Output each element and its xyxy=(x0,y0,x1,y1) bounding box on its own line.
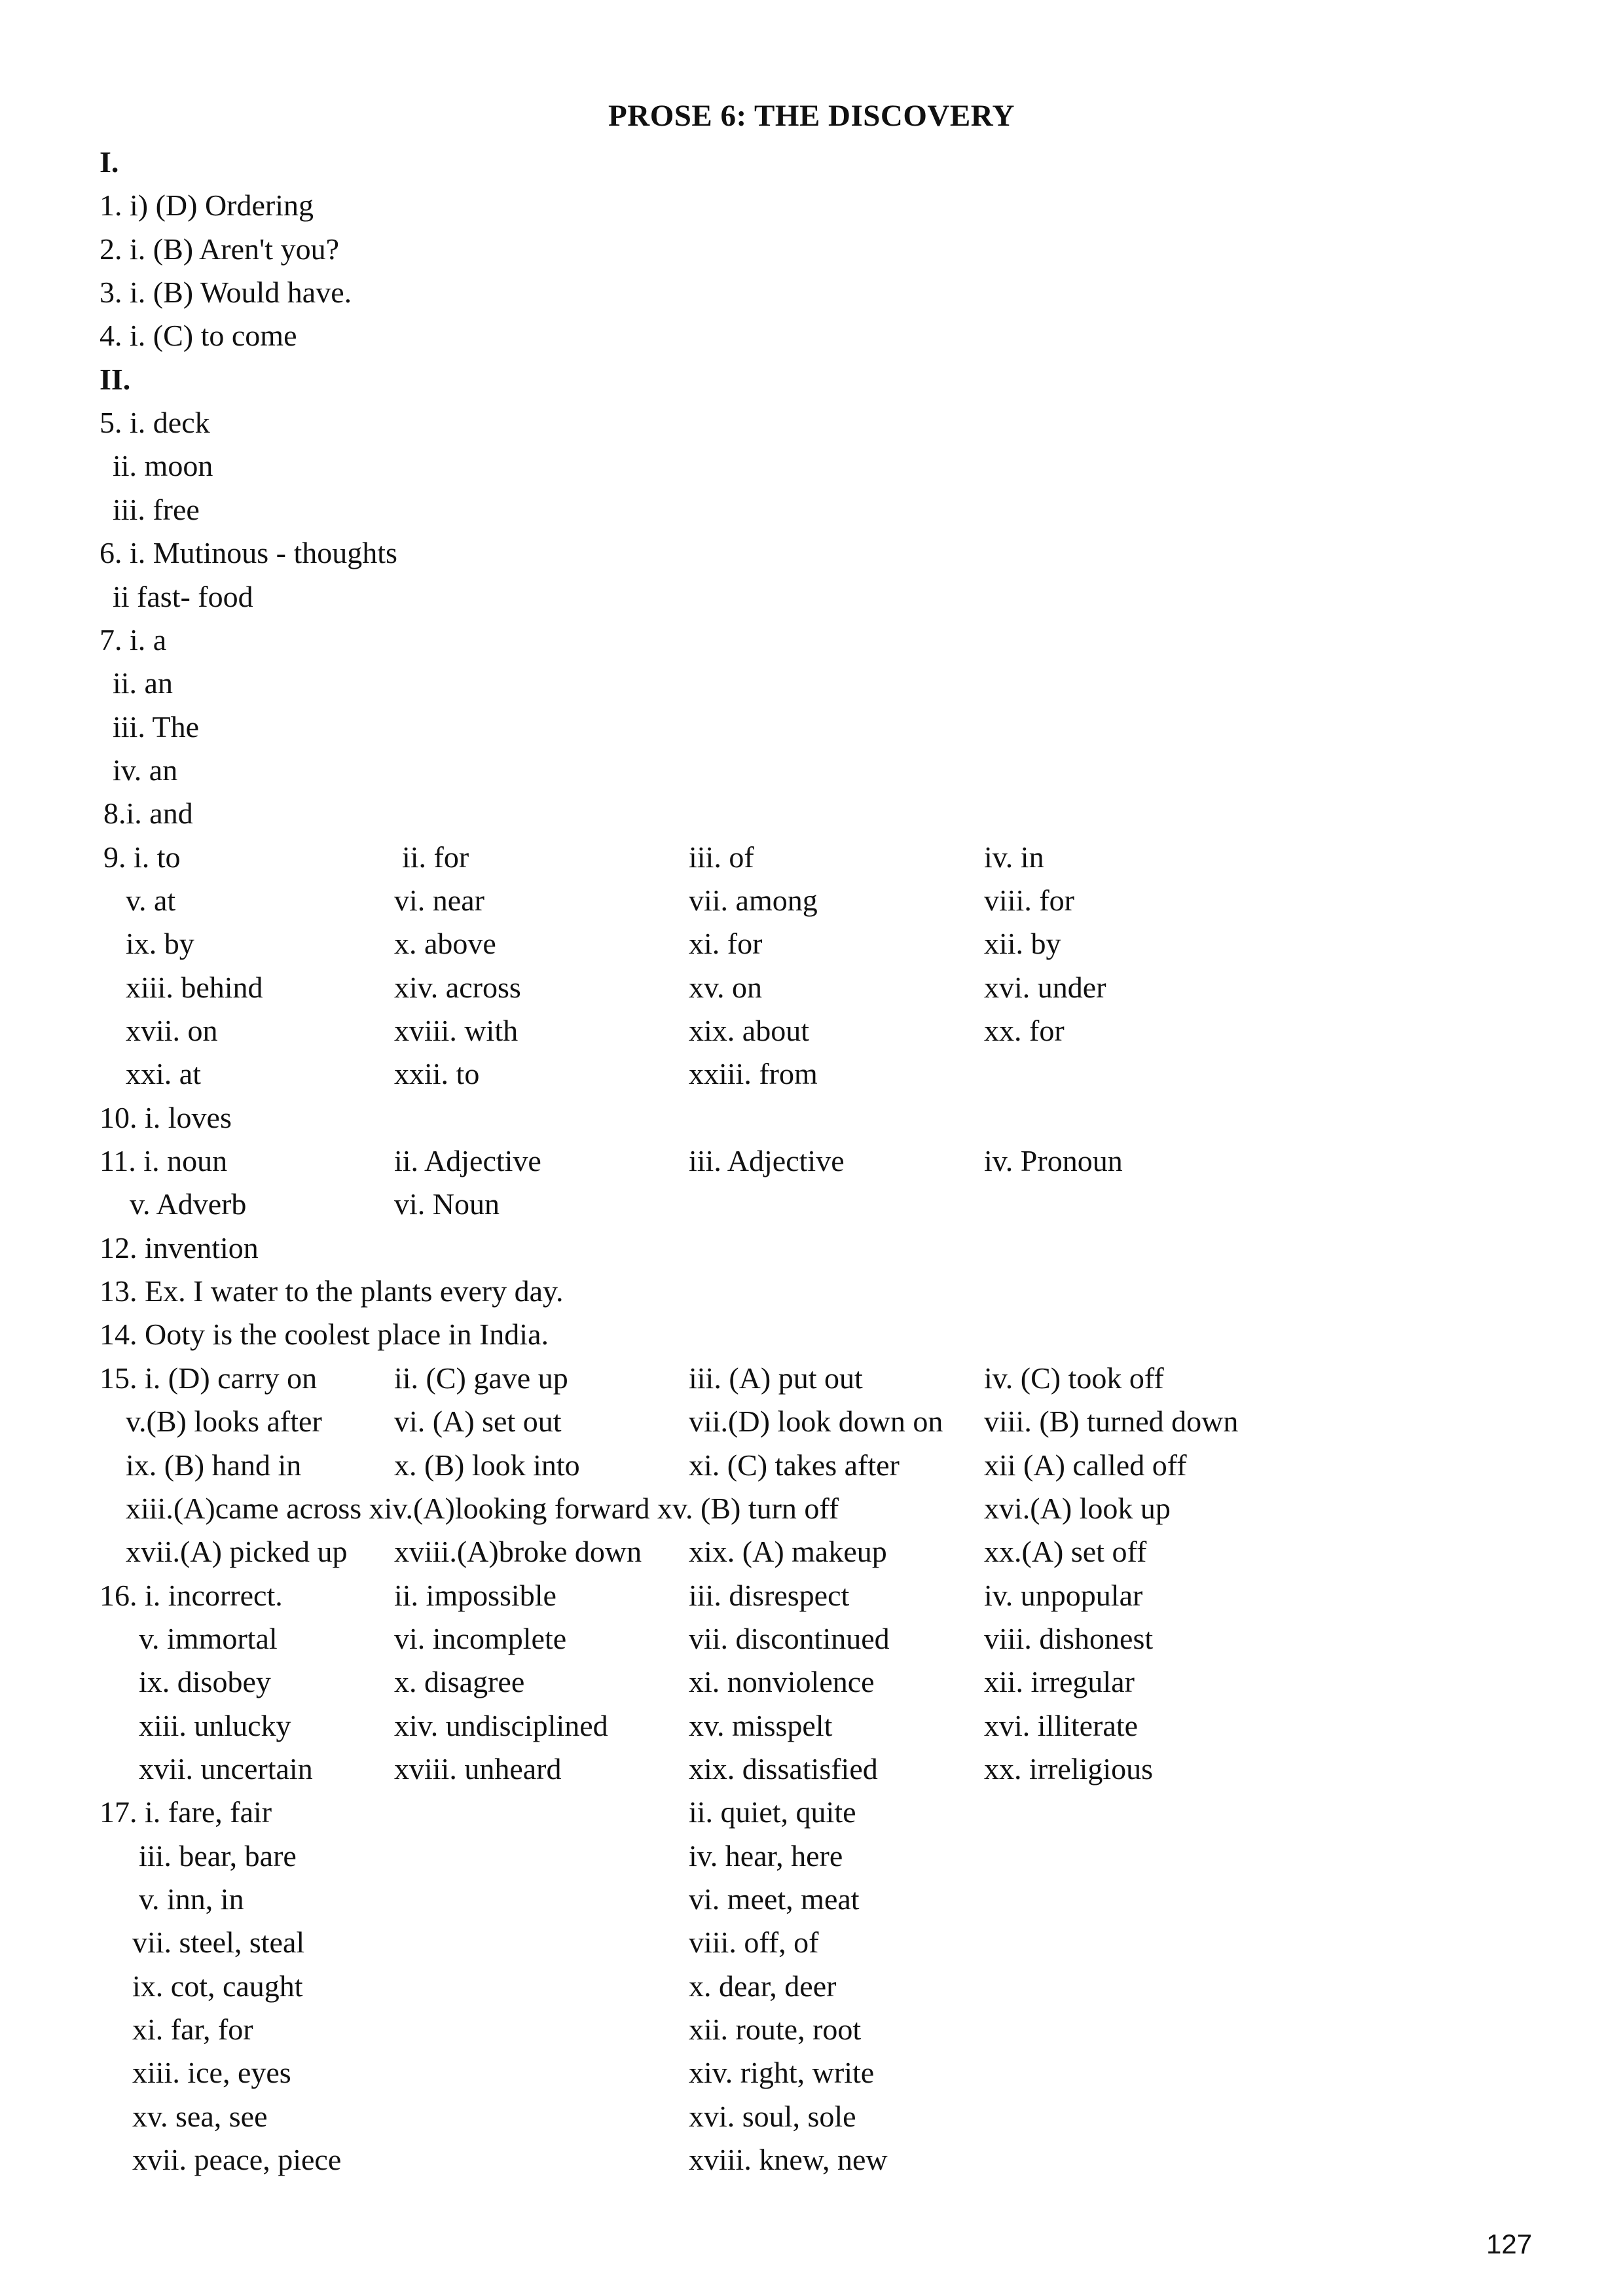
answer-item: 13. Ex. I water to the plants every day. xyxy=(100,1274,564,1308)
answer-line xyxy=(0,1009,1623,1052)
answer-item: vi. (A) set out xyxy=(394,1405,562,1439)
answer-item: 6. i. Mutinous - thoughts xyxy=(100,536,397,570)
answer-line xyxy=(0,1530,1623,1573)
answer-item: v. Adverb xyxy=(130,1187,247,1221)
answer-item: ii. quiet, quite xyxy=(689,1795,856,1829)
answer-item: xx. for xyxy=(984,1014,1065,1047)
answer-line xyxy=(0,1400,1623,1443)
answer-item: xvii.(A) picked up xyxy=(126,1535,348,1569)
answer-item: 16. i. incorrect. xyxy=(100,1578,283,1612)
answer-item: xii (A) called off xyxy=(984,1448,1187,1482)
answer-item: xix. about xyxy=(689,1014,809,1047)
answer-line xyxy=(0,2095,1623,2138)
answer-line xyxy=(0,749,1623,792)
answer-line xyxy=(0,1139,1623,1183)
answer-line xyxy=(0,1444,1623,1487)
answer-item: 4. i. (C) to come xyxy=(100,319,297,353)
answer-item: xxi. at xyxy=(126,1057,201,1091)
answer-item: viii. (B) turned down xyxy=(984,1405,1239,1439)
answer-item: xvi. soul, sole xyxy=(689,2099,856,2133)
answer-item: iii. free xyxy=(113,492,200,526)
answer-item: xiv. across xyxy=(394,970,521,1004)
answer-line xyxy=(0,1357,1623,1400)
answer-item: xvi. illiterate xyxy=(984,1708,1139,1742)
answer-line xyxy=(0,1227,1623,1270)
answer-item: xi. (C) takes after xyxy=(689,1448,900,1482)
answer-line xyxy=(0,922,1623,965)
answer-line xyxy=(0,619,1623,662)
answer-item: iii. The xyxy=(113,709,200,744)
answer-item: xiii.(A)came across xiv.(A)looking forward xv. (B) turn off xyxy=(126,1491,839,1525)
answer-item: xvii. on xyxy=(126,1014,218,1047)
answer-item: ii. an xyxy=(113,666,173,700)
answer-line xyxy=(0,2138,1623,2181)
answer-item: xviii. with xyxy=(394,1014,519,1047)
answer-item: ix. disobey xyxy=(139,1665,271,1699)
answer-line xyxy=(0,792,1623,835)
answer-item: x. above xyxy=(394,927,496,961)
answer-line xyxy=(0,1183,1623,1226)
answer-item: iv. an xyxy=(113,753,178,787)
answer-item: v. at xyxy=(126,883,176,917)
answer-item: ii. moon xyxy=(113,449,213,483)
answer-item: 7. i. a xyxy=(100,622,167,656)
answer-line xyxy=(0,1878,1623,1921)
answer-item: xv. sea, see xyxy=(132,2099,268,2133)
answer-item: iv. (C) took off xyxy=(984,1361,1164,1395)
answer-line xyxy=(0,1574,1623,1617)
answer-line xyxy=(0,401,1623,444)
answer-item: xii. by xyxy=(984,927,1061,961)
answer-item: xiii. ice, eyes xyxy=(132,2056,291,2090)
answer-item: x. disagree xyxy=(394,1665,525,1699)
answer-item: iii. bear, bare xyxy=(139,1839,297,1873)
answer-item: ii. (C) gave up xyxy=(394,1361,568,1395)
answer-line xyxy=(0,706,1623,749)
answer-item: xi. far, for xyxy=(132,2013,253,2047)
answer-item: 15. i. (D) carry on xyxy=(100,1361,318,1395)
answer-line xyxy=(0,314,1623,357)
answer-item: 1. i) (D) Ordering xyxy=(100,188,314,223)
answer-item: xiii. behind xyxy=(126,970,263,1004)
answer-item: iv. in xyxy=(984,840,1044,874)
answer-line xyxy=(0,531,1623,575)
answer-item: 12. invention xyxy=(100,1230,259,1265)
answer-item: iii. disrespect xyxy=(689,1578,850,1612)
answer-item: xviii. unheard xyxy=(394,1751,562,1785)
answer-item: xi. for xyxy=(689,927,763,961)
section-heading: II. xyxy=(100,362,131,396)
answer-item: 8.i. and xyxy=(103,797,193,831)
answer-item: iii. (A) put out xyxy=(689,1361,863,1395)
page-number: 127 xyxy=(1486,2229,1533,2259)
answer-item: v. immortal xyxy=(139,1621,278,1655)
answer-item: viii. dishonest xyxy=(984,1621,1154,1655)
answer-item: iii. Adjective xyxy=(689,1144,845,1178)
answer-item: xv. misspelt xyxy=(689,1708,833,1742)
answer-item: viii. for xyxy=(984,883,1074,917)
answer-line xyxy=(0,271,1623,314)
answer-line xyxy=(0,1096,1623,1139)
answer-line xyxy=(0,1270,1623,1313)
answer-item: 17. i. fare, fair xyxy=(100,1795,272,1829)
answer-item: xvi.(A) look up xyxy=(984,1491,1171,1525)
answer-item: xiv. undisciplined xyxy=(394,1708,608,1742)
answer-item: xii. irregular xyxy=(984,1665,1135,1699)
answer-line xyxy=(0,1791,1623,1834)
answer-line xyxy=(0,1313,1623,1356)
answer-item: vi. meet, meat xyxy=(689,1882,860,1916)
answer-line xyxy=(0,488,1623,531)
answer-item: x. (B) look into xyxy=(394,1448,580,1482)
answer-item: vi. near xyxy=(394,883,484,917)
answer-line xyxy=(0,1748,1623,1791)
answer-item: vii. discontinued xyxy=(689,1621,890,1655)
page-title: PROSE 6: THE DISCOVERY xyxy=(608,99,1015,133)
answer-line xyxy=(0,1921,1623,1964)
answer-line xyxy=(0,141,1623,184)
answer-item: iv. Pronoun xyxy=(984,1144,1123,1178)
answer-item: xvi. under xyxy=(984,970,1106,1004)
answer-item: vii. steel, steal xyxy=(132,1926,305,1960)
answer-item: 14. Ooty is the coolest place in India. xyxy=(100,1318,549,1352)
answer-line xyxy=(0,444,1623,488)
answer-item: viii. off, of xyxy=(689,1926,819,1960)
answer-item: xviii.(A)broke down xyxy=(394,1535,642,1569)
answer-line xyxy=(0,1835,1623,1878)
answer-line xyxy=(0,836,1623,879)
answer-item: xx. irreligious xyxy=(984,1751,1154,1785)
answer-item: vi. incomplete xyxy=(394,1621,567,1655)
answer-item: xx.(A) set off xyxy=(984,1535,1147,1569)
answer-item: ii. impossible xyxy=(394,1578,556,1612)
answer-item: xvii. uncertain xyxy=(139,1751,313,1785)
answer-item: iv. unpopular xyxy=(984,1578,1143,1612)
answer-item: ii. Adjective xyxy=(394,1144,541,1178)
answer-line xyxy=(0,228,1623,271)
answer-item: v. inn, in xyxy=(139,1882,244,1916)
answer-line xyxy=(0,1487,1623,1530)
answer-line xyxy=(0,184,1623,227)
answer-item: vii. among xyxy=(689,883,818,917)
answer-line xyxy=(0,879,1623,922)
answer-line xyxy=(0,1965,1623,2008)
answer-item: 9. i. to xyxy=(103,840,181,874)
section-heading: I. xyxy=(100,145,119,179)
answer-item: xii. route, root xyxy=(689,2013,862,2047)
answer-line xyxy=(0,966,1623,1009)
answer-line xyxy=(0,1660,1623,1704)
answer-item: iii. of xyxy=(689,840,754,874)
answer-item: xix. dissatisfied xyxy=(689,1751,878,1785)
answer-item: 10. i. loves xyxy=(100,1100,232,1134)
answer-item: xviii. knew, new xyxy=(689,2143,888,2177)
answer-item: v.(B) looks after xyxy=(126,1405,322,1439)
answer-item: ii. for xyxy=(402,840,469,874)
answer-item: ix. by xyxy=(126,927,194,961)
answer-line xyxy=(0,1052,1623,1096)
answer-item: xxii. to xyxy=(394,1057,480,1091)
answer-item: ix. cot, caught xyxy=(132,1969,303,2003)
answer-item: 3. i. (B) Would have. xyxy=(100,276,352,310)
answer-item: xiii. unlucky xyxy=(139,1708,291,1742)
answer-line xyxy=(0,575,1623,619)
answer-item: iv. hear, here xyxy=(689,1839,843,1873)
answer-item: ii fast- food xyxy=(113,579,253,613)
answer-item: vi. Noun xyxy=(394,1187,500,1221)
answer-item: xiv. right, write xyxy=(689,2056,875,2090)
answer-line xyxy=(0,662,1623,705)
answer-line xyxy=(0,2051,1623,2094)
answer-item: xix. (A) makeup xyxy=(689,1535,887,1569)
answer-item: xxiii. from xyxy=(689,1057,818,1091)
answer-item: 11. i. noun xyxy=(100,1144,228,1178)
answer-item: vii.(D) look down on xyxy=(689,1405,943,1439)
answer-line xyxy=(0,1704,1623,1748)
answer-line xyxy=(0,1617,1623,1660)
answer-item: 2. i. (B) Aren't you? xyxy=(100,232,340,266)
answer-item: xi. nonviolence xyxy=(689,1665,875,1699)
answer-item: 5. i. deck xyxy=(100,406,210,440)
answer-item: x. dear, deer xyxy=(689,1969,837,2003)
answer-line xyxy=(0,358,1623,401)
answer-item: xv. on xyxy=(689,970,763,1004)
answer-item: xvii. peace, piece xyxy=(132,2143,342,2177)
answer-line xyxy=(0,2008,1623,2051)
answer-item: ix. (B) hand in xyxy=(126,1448,302,1482)
